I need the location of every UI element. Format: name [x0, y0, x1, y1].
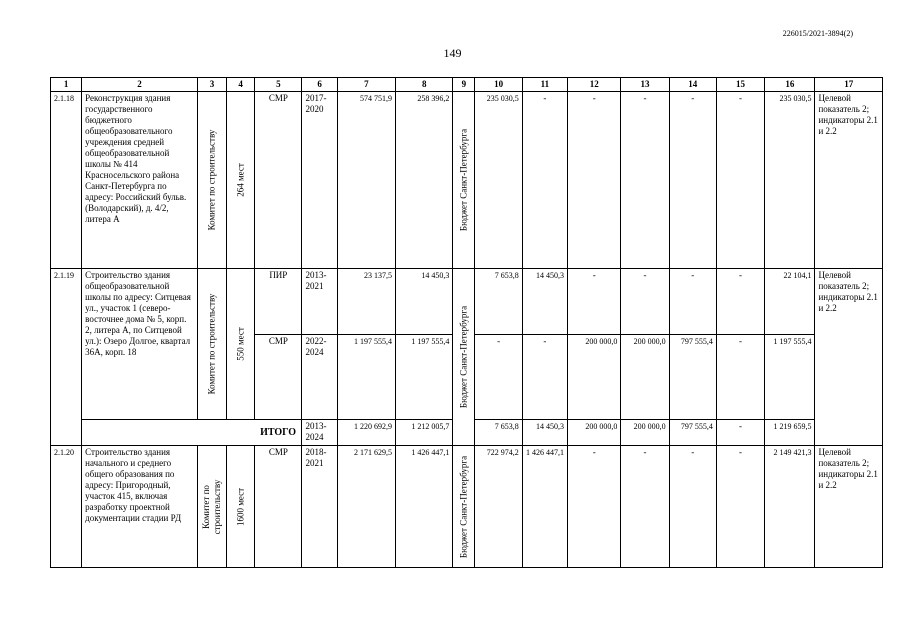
value-cell: 1 197 555,4: [765, 335, 815, 420]
period: 2018-2021: [302, 446, 337, 568]
column-header: 7: [337, 78, 395, 92]
committee-label: [201, 479, 223, 534]
value-cell: -: [522, 335, 567, 420]
value-cell: 235 030,5: [475, 92, 522, 269]
value-cell: 1 426 447,1: [396, 446, 453, 568]
stage: СМР: [255, 335, 302, 420]
column-header: 8: [396, 78, 453, 92]
value-cell: -: [716, 269, 764, 335]
value-cell: 1 197 555,4: [396, 335, 453, 420]
target-indicator-note: Целевой показатель 2; индикаторы 2.1 и 2.2: [815, 92, 883, 269]
value-cell: -: [475, 335, 522, 420]
column-header: 11: [522, 78, 567, 92]
period: 2013-2024: [302, 420, 337, 446]
stage: ПИР: [255, 269, 302, 335]
column-header: 6: [302, 78, 337, 92]
value-cell: 1 219 659,5: [765, 420, 815, 446]
value-cell: -: [621, 92, 669, 269]
value-cell: 1 197 555,4: [337, 335, 395, 420]
value-cell: 14 450,3: [522, 420, 567, 446]
column-header: 4: [227, 78, 255, 92]
value-cell: -: [568, 92, 621, 269]
value-cell: 1 426 447,1: [522, 446, 567, 568]
table-row: [51, 269, 883, 335]
value-cell: 7 653,8: [475, 269, 522, 335]
value-cell: 1 220 692,9: [337, 420, 395, 446]
column-header: 9: [453, 78, 475, 92]
capacity-label: 264 мест: [235, 163, 246, 197]
value-cell: -: [716, 446, 764, 568]
capacity-cell: [227, 92, 255, 269]
value-cell: 200 000,0: [568, 335, 621, 420]
value-cell: -: [621, 446, 669, 568]
column-header: 15: [716, 78, 764, 92]
column-header: 1: [51, 78, 82, 92]
column-header: 14: [669, 78, 716, 92]
value-cell: 14 450,3: [396, 269, 453, 335]
value-cell: -: [568, 446, 621, 568]
target-indicator-note: Целевой показатель 2; индикаторы 2.1 и 2.2: [815, 446, 883, 568]
header-row: [51, 78, 883, 92]
capacity-label: 550 мест: [235, 327, 246, 361]
document-registration-number: 226015/2021-3894(2): [782, 29, 853, 38]
column-header: 10: [475, 78, 522, 92]
value-cell: 722 974,2: [475, 446, 522, 568]
total-spacer: [82, 420, 255, 446]
value-cell: -: [716, 335, 764, 420]
value-cell: -: [568, 269, 621, 335]
capacity-label: 1600 мест: [235, 487, 246, 526]
column-header: 2: [82, 78, 198, 92]
total-label: ИТОГО: [255, 420, 302, 446]
capacity-cell: [227, 446, 255, 568]
value-cell: 200 000,0: [568, 420, 621, 446]
value-cell: -: [716, 92, 764, 269]
project-name: Реконструкция здания государственного бюджетного общеобразовательного учреждения средней общеобразовательной школы № 414 Красносельского района Санкт-Петербурга по адресу: Российский бульв. (Володарский), д. 4/2, литера А: [82, 92, 198, 269]
value-cell: 258 396,2: [396, 92, 453, 269]
value-cell: -: [716, 420, 764, 446]
budget-label: Бюджет Санкт-Петербурга: [458, 305, 469, 409]
value-cell: -: [669, 92, 716, 269]
value-cell: 797 555,4: [669, 420, 716, 446]
value-cell: 14 450,3: [522, 269, 567, 335]
column-header: 12: [568, 78, 621, 92]
value-cell: 574 751,9: [337, 92, 395, 269]
committee-cell: [197, 446, 226, 568]
value-cell: -: [621, 269, 669, 335]
value-cell: 23 137,5: [337, 269, 395, 335]
budget-cell: [453, 92, 475, 269]
value-cell: 1 212 005,7: [396, 420, 453, 446]
program-table: [50, 77, 883, 568]
capacity-cell: [227, 269, 255, 420]
column-header: 5: [255, 78, 302, 92]
value-cell: -: [669, 446, 716, 568]
value-cell: 7 653,8: [475, 420, 522, 446]
value-cell: -: [522, 92, 567, 269]
stage: СМР: [255, 446, 302, 568]
target-indicator-note: Целевой показатель 2; индикаторы 2.1 и 2.2: [815, 269, 883, 446]
column-header: 17: [815, 78, 883, 92]
budget-label: Бюджет Санкт-Петербурга: [458, 128, 469, 232]
value-cell: 200 000,0: [621, 420, 669, 446]
value-cell: -: [669, 269, 716, 335]
row-number: 2.1.20: [51, 446, 82, 568]
committee-cell: [197, 92, 226, 269]
budget-cell: [453, 269, 475, 446]
period: 2013-2021: [302, 269, 337, 335]
value-cell: 200 000,0: [621, 335, 669, 420]
budget-cell: [453, 446, 475, 568]
value-cell: 235 030,5: [765, 92, 815, 269]
committee-label: Комитет по строительству: [206, 129, 217, 231]
column-header: 13: [621, 78, 669, 92]
committee-label-line: строительству: [211, 479, 222, 534]
value-cell: 797 555,4: [669, 335, 716, 420]
committee-cell: [197, 269, 226, 420]
value-cell: 2 171 629,5: [337, 446, 395, 568]
committee-label-line: Комитет по: [200, 484, 211, 529]
page-number: 149: [443, 46, 462, 60]
period: 2022-2024: [302, 335, 337, 420]
row-number: 2.1.19: [51, 269, 82, 446]
column-header: 16: [765, 78, 815, 92]
row-number: 2.1.18: [51, 92, 82, 269]
budget-label: Бюджет Санкт-Петербурга: [458, 455, 469, 558]
column-header: 3: [197, 78, 226, 92]
project-name: Строительство здания общеобразовательной школы по адресу: Ситцевая ул., участок 1 (северо-восточнее дома № 5, корп. 2, литера А, по Ситцевой ул.): Озеро Долгое, квартал 36А, корп. 18: [82, 269, 198, 420]
committee-label: Комитет по строительству: [206, 293, 217, 395]
table-row: [51, 446, 883, 568]
period: 2017-2020: [302, 92, 337, 269]
stage: СМР: [255, 92, 302, 269]
project-name: Строительство здания начального и среднего общего образования по адресу: Пригородный, участок 415, включая разработку проектной документации стадии РД: [82, 446, 198, 568]
value-cell: 22 104,1: [765, 269, 815, 335]
value-cell: 2 149 421,3: [765, 446, 815, 568]
table-row: [51, 92, 883, 269]
